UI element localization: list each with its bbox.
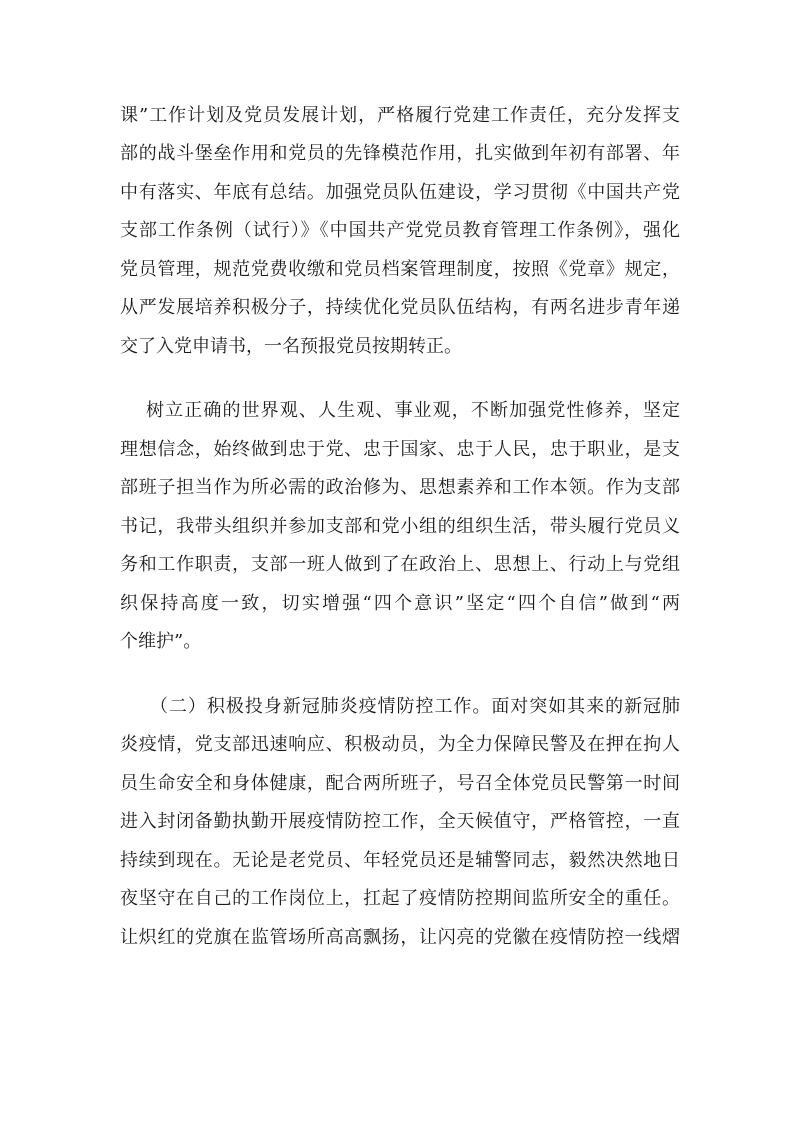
paragraph-1-line-4: 支部工作条例（试行）》《中国共产党党员教育管理工作条例》，强化 [120, 220, 680, 241]
paragraph-1-line-7: 交了入党申请书，一名预报党员按期转正。 [120, 336, 462, 357]
paragraph-2-line-1: 树立正确的世界观、人生观、事业观，不断加强党性修养，坚定 [146, 400, 680, 421]
paragraph-3-line-4: 进入封闭备勤执勤开展疫情防控工作，全天候值守，严格管控，一直 [120, 811, 680, 832]
paragraph-3-line-6: 夜坚守在自己的工作岗位上，扛起了疫情防控期间监所安全的重任。 [120, 888, 680, 909]
paragraph-2-line-5: 务和工作职责，支部一班人做到了在政治上、思想上、行动上与党组 [120, 554, 680, 575]
paragraph-3-line-3: 员生命安全和身体健康，配合两所班子，号召全体党员民警第一时间 [120, 773, 680, 794]
paragraph-1-line-1: 课”工作计划及党员发展计划，严格履行党建工作责任，充分发挥支 [120, 105, 680, 126]
paragraph-3-line-7: 让炽红的党旗在监管场所高高飘扬，让闪亮的党徽在疫情防控一线熠 [120, 927, 680, 948]
paragraph-2-line-6: 织保持高度一致，切实增强“四个意识”坚定“四个自信”做到“两 [120, 593, 680, 614]
paragraph-3-line-2: 炎疫情，党支部迅速响应、积极动员，为全力保障民警及在押在拘人 [120, 734, 680, 755]
paragraph-2-line-7: 个维护”。 [120, 631, 202, 652]
paragraph-1-line-3: 中有落实、年底有总结。加强党员队伍建设，学习贯彻《中国共产党 [120, 182, 680, 203]
paragraph-2-line-3: 部班子担当作为所必需的政治修为、思想素养和工作本领。作为支部 [120, 477, 680, 498]
paragraph-1-line-5: 党员管理，规范党费收缴和党员档案管理制度，按照《党章》规定， [120, 259, 680, 280]
paragraph-1-line-2: 部的战斗堡垒作用和党员的先锋模范作用，扎实做到年初有部署、年 [120, 143, 680, 164]
paragraph-2-line-4: 书记，我带头组织并参加支部和党小组的组织生活，带头履行党员义 [120, 516, 680, 537]
paragraph-2-line-2: 理想信念，始终做到忠于党、忠于国家、忠于人民，忠于职业，是支 [120, 439, 680, 460]
paragraph-3-line-5: 持续到现在。无论是老党员、年轻党员还是辅警同志，毅然决然地日 [120, 850, 680, 871]
paragraph-1-line-6: 从严发展培养积极分子，持续优化党员队伍结构，有两名进步青年递 [120, 297, 680, 318]
paragraph-3-line-1: （二）积极投身新冠肺炎疫情防控工作。面对突如其来的新冠肺 [150, 696, 680, 717]
